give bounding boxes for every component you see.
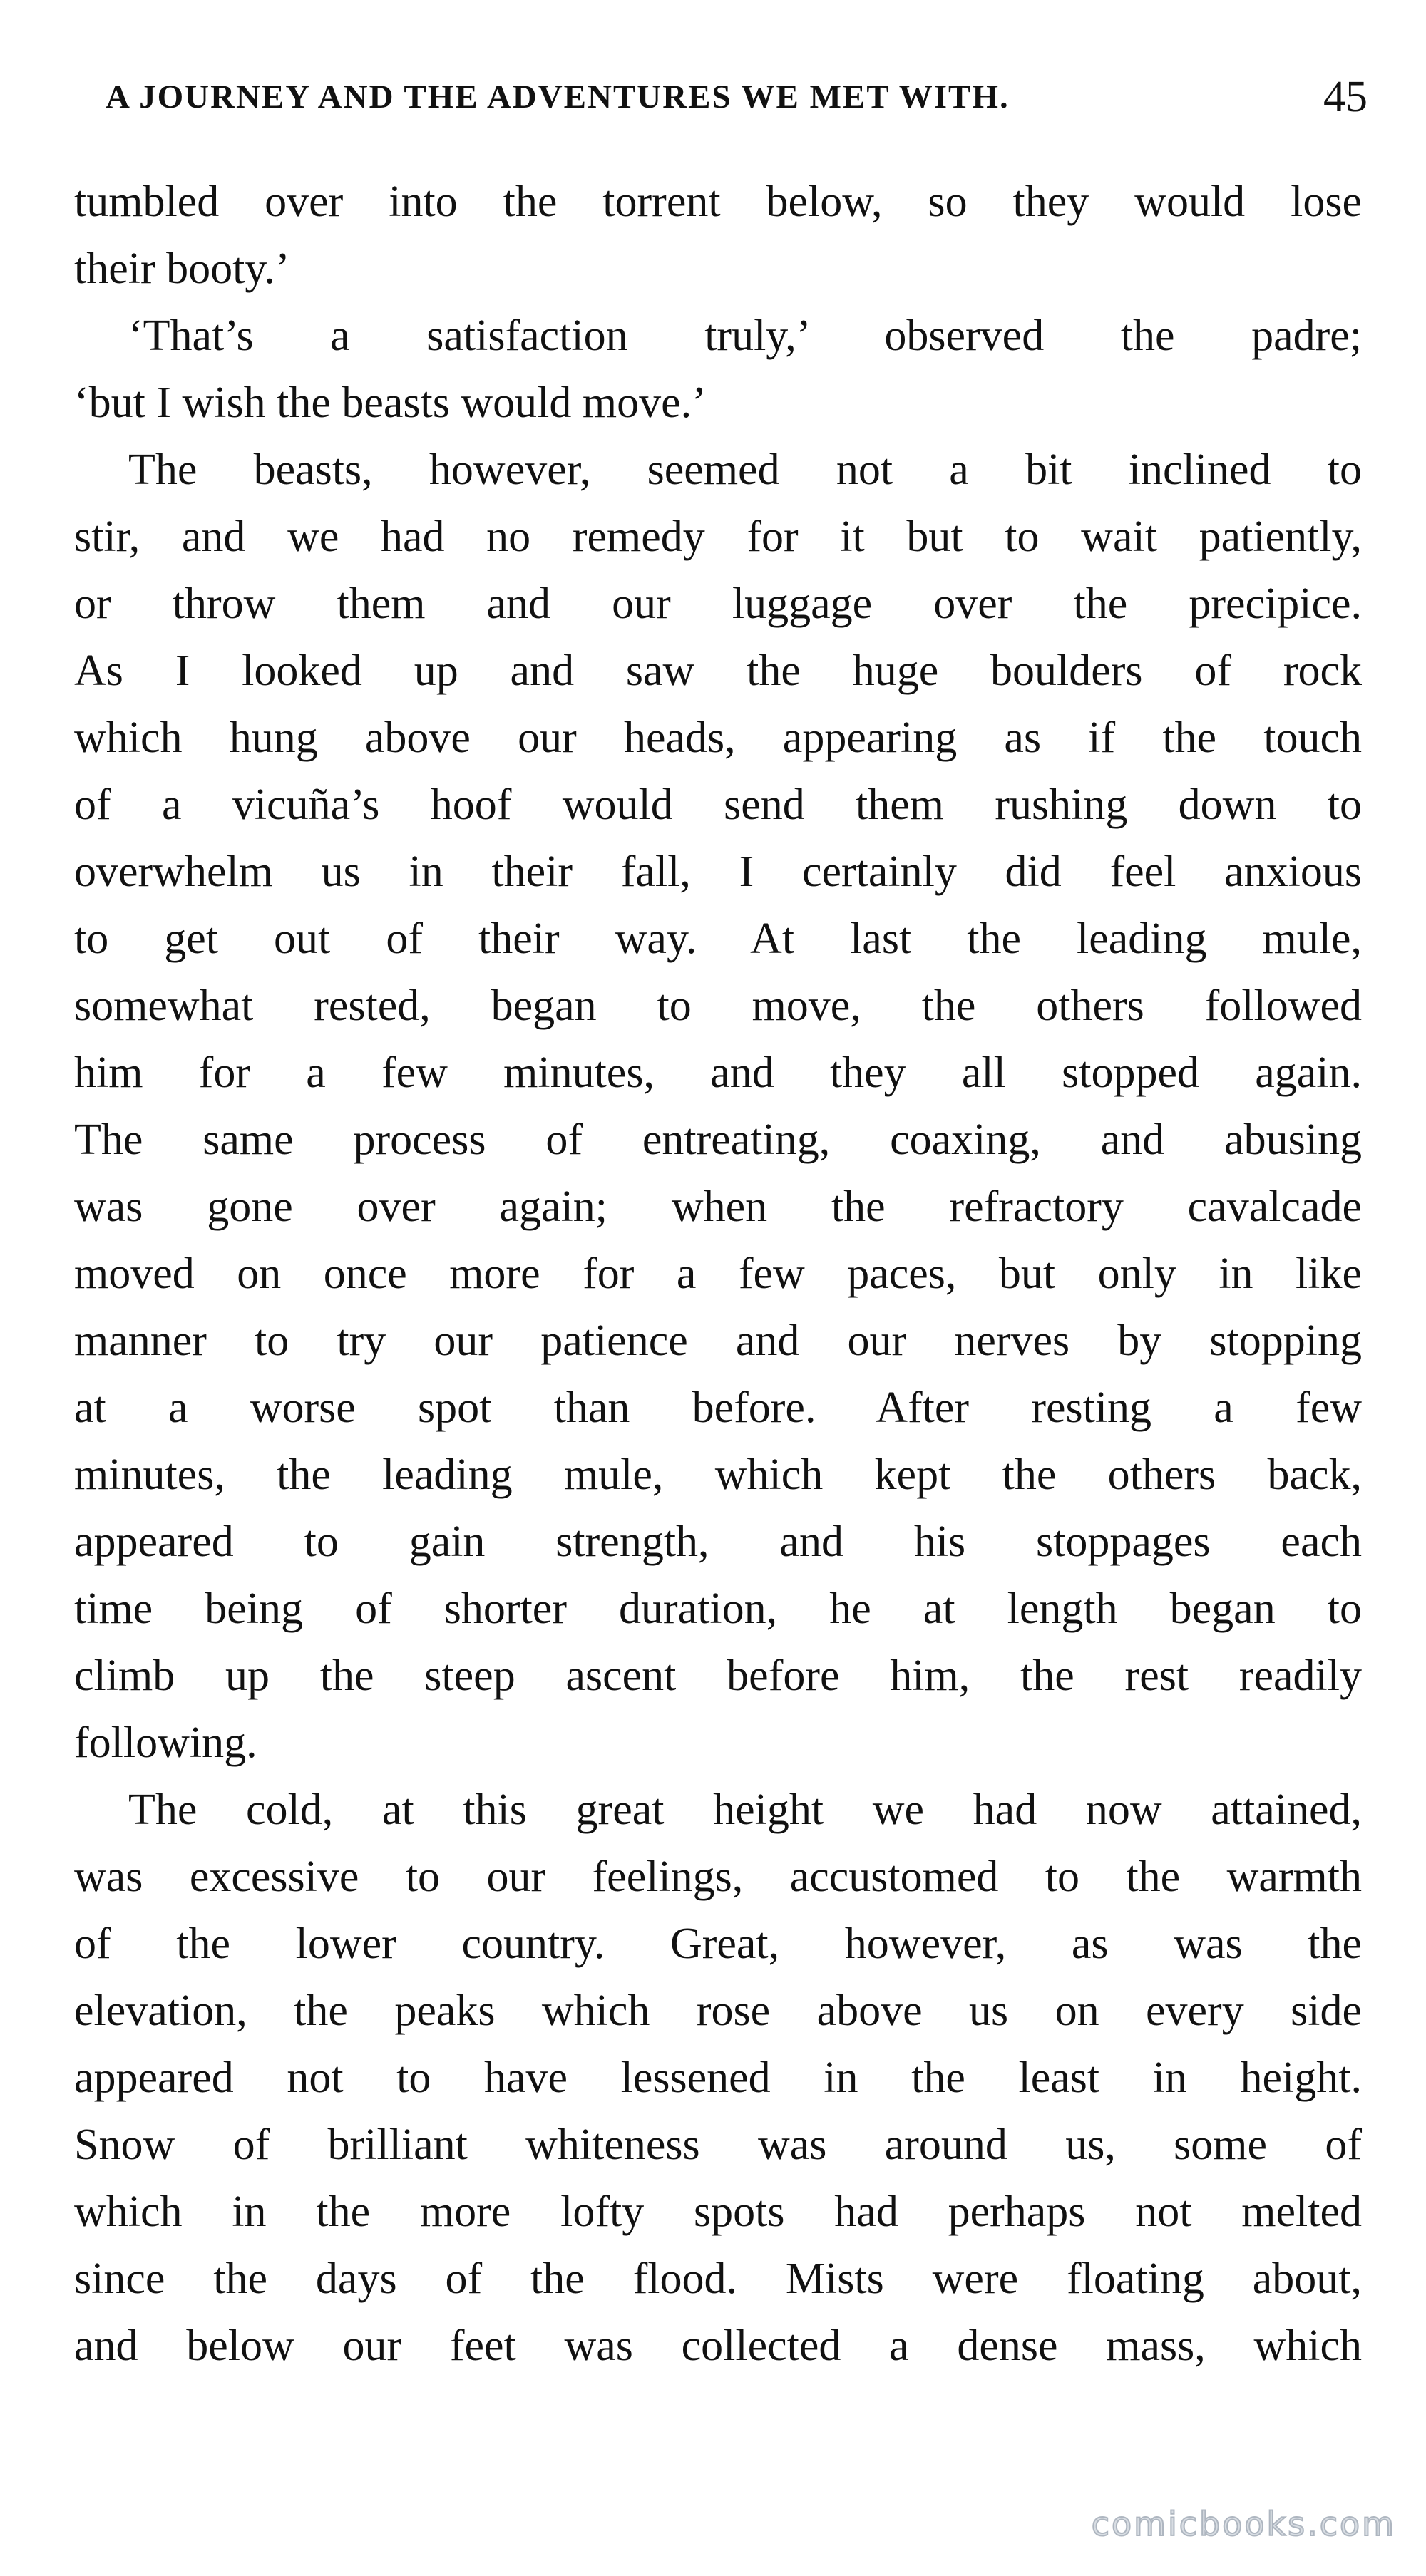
text-line: which in the more lofty spots had perhaps not melted <box>74 2188 1362 2236</box>
body-text <box>74 168 1362 2379</box>
text-line: overwhelm us in their fall, I certainly did feel anxious <box>74 847 1362 896</box>
text-line: moved on once more for a few paces, but only in like <box>74 1250 1362 1298</box>
text-line: The beasts, however, seemed not a bit inclined to <box>128 445 1362 494</box>
text-line: to get out of their way. At last the leading mule, <box>74 915 1362 963</box>
text-line: The cold, at this great height we had now attained, <box>128 1786 1362 1834</box>
text-line: ‘but I wish the beasts would move.’ <box>74 378 707 427</box>
text-line: The same process of entreating, coaxing, and abusing <box>74 1116 1362 1164</box>
page-header <box>106 68 1368 125</box>
text-line: their booty.’ <box>74 244 290 293</box>
text-line: time being of shorter duration, he at length began to <box>74 1585 1362 1633</box>
text-line: climb up the steep ascent before him, the rest readily <box>74 1652 1362 1700</box>
text-line: appeared not to have lessened in the least in height. <box>74 2054 1362 2102</box>
text-line: stir, and we had no remedy for it but to wait patiently, <box>74 512 1362 561</box>
text-line: appeared to gain strength, and his stoppages each <box>74 1518 1362 1566</box>
text-line: As I looked up and saw the huge boulders of rock <box>74 646 1362 695</box>
text-line: elevation, the peaks which rose above us on every side <box>74 1987 1362 2035</box>
text-line: or throw them and our luggage over the precipice. <box>74 579 1362 628</box>
watermark: comicbooks.com <box>1091 2505 1396 2543</box>
text-line: minutes, the leading mule, which kept the others back, <box>74 1451 1362 1499</box>
text-line: tumbled over into the torrent below, so they would lose <box>74 177 1362 226</box>
text-line: following. <box>74 1719 257 1767</box>
text-line: somewhat rested, began to move, the others followed <box>74 982 1362 1030</box>
page-number: 45 <box>1323 73 1368 121</box>
text-line: at a worse spot than before. After resting a few <box>74 1384 1362 1432</box>
text-line: him for a few minutes, and they all stopped again. <box>74 1049 1362 1097</box>
text-line: and below our feet was collected a dense mass, which <box>74 2322 1362 2370</box>
running-head: A JOURNEY AND THE ADVENTURES WE MET WITH. <box>106 78 1010 115</box>
text-line: which hung above our heads, appearing as if the touch <box>74 713 1362 762</box>
text-line: of the lower country. Great, however, as was the <box>74 1920 1362 1968</box>
text-line: ‘That’s a satisfaction truly,’ observed the padre; <box>128 311 1362 360</box>
text-line: Snow of brilliant whiteness was around us, some of <box>74 2121 1362 2169</box>
text-line: manner to try our patience and our nerves by stopping <box>74 1317 1362 1365</box>
text-line: of a vicuña’s hoof would send them rushing down to <box>74 780 1362 829</box>
text-line: since the days of the flood. Mists were floating about, <box>74 2255 1362 2303</box>
text-line: was gone over again; when the refractory cavalcade <box>74 1183 1362 1231</box>
text-line: was excessive to our feelings, accustomed to the warmth <box>74 1853 1362 1901</box>
